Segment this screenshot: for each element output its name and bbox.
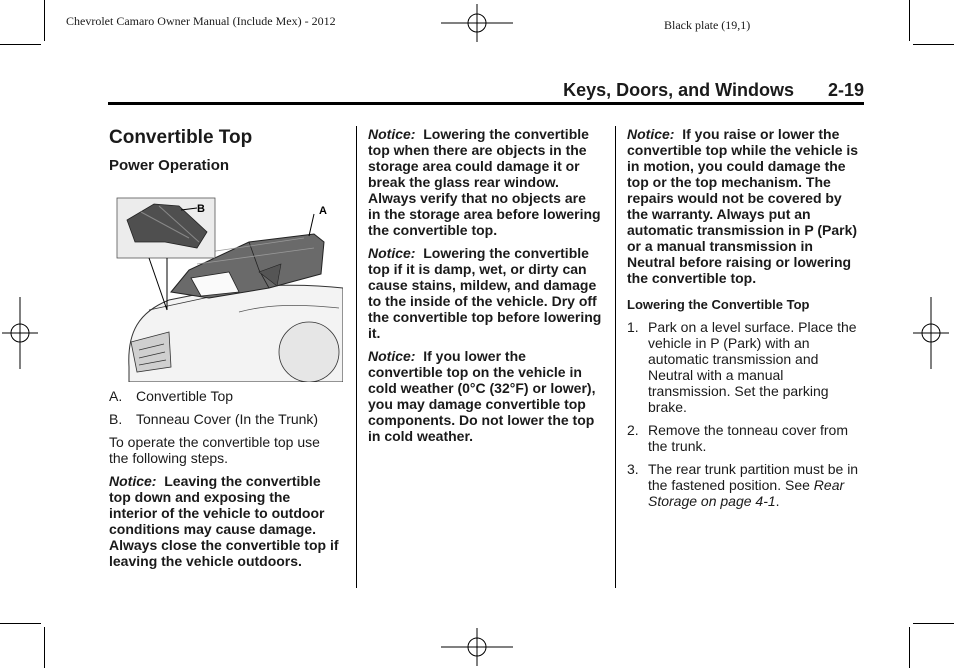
notice-label: Notice: [109,473,157,489]
notice-text: Lowering the convertible top when there are objects in the storage area could damage it or break the glass rear window. Always verify that no objects are in the storage area before lowering the convertible top. [368,126,601,238]
notice-text: Leaving the convertible top down and exposing the interior of the vehicle to outdoor conditions may cause damage. Always close the convertible top if leaving the vehicle outdoors. [109,473,339,569]
crop-mark [913,44,954,45]
crop-mark [44,627,45,668]
page-title: Convertible Top [109,127,253,148]
step-text [648,461,861,509]
page-header [108,78,864,105]
crop-mark [909,0,910,41]
step-text-part: . [775,493,780,509]
notice-text: If you raise or lower the convertible top while the vehicle is in motion, you could damage the top or the top mechanism. The repairs would not be covered by the warranty. Always put an automatic transmission in P (Park) or a manual transmission in Neutral before raising or lowering the convertible top. [627,126,859,286]
step-number: 2. [627,422,639,438]
caption-letter: A. [109,388,123,404]
cross-reference-link[interactable]: Rear Storage on page 4-1 [648,477,845,509]
step-item [627,461,861,509]
step-text-part: The rear trunk partition must be in the fastened position. See [648,461,859,493]
caption-letter: B. [109,411,123,427]
crop-mark [909,627,910,668]
step-item [627,319,861,415]
notice-paragraph [368,126,602,238]
caption-text: Convertible Top [136,388,234,404]
crop-mark [0,623,41,624]
notice-paragraph [109,473,341,569]
crop-mark [913,623,954,624]
section-title: Keys, Doors, and Windows [563,80,794,100]
crop-mark [0,44,41,45]
notice-paragraph [627,126,863,286]
column-divider [356,126,357,588]
step-text: Remove the tonneau cover from the trunk. [648,422,848,454]
registration-mark-bottom [441,628,513,666]
notice-label: Notice: [368,245,416,261]
intro-paragraph: To operate the convertible top use the following steps. [109,434,320,466]
column-divider [615,126,616,588]
caption-a [109,388,233,404]
figure-label-b: B [197,203,205,215]
notice-text: Lowering the convertible top if it is damp, wet, or dirty can cause stains, mildew, and damage to the inside of the vehicle. Dry off the convertible top before lowering it. [368,245,602,341]
caption-b [109,411,318,427]
convertible-top-illustration [109,192,343,382]
registration-mark-right [913,297,949,369]
notice-label: Notice: [368,126,416,142]
step-number: 3. [627,461,639,477]
figure-label-a: A [319,205,327,217]
subheading: Lowering the Convertible Top [627,297,810,312]
notice-paragraph [368,245,602,341]
registration-mark-left [2,297,38,369]
notice-paragraph [368,348,602,444]
caption-text: Tonneau Cover (In the Trunk) [136,411,319,427]
manual-title: Chevrolet Camaro Owner Manual (Include Mex) - 2012 [66,14,336,28]
notice-label: Notice: [368,348,416,364]
registration-mark-top [441,4,513,42]
crop-mark [44,0,45,41]
plate-label: Black plate (19,1) [664,18,751,32]
notice-text: If you lower the convertible top on the vehicle in cold weather (0°C (32°F) or lower), you may damage convertible top components. Do not lower the top in cold weather. [368,348,596,444]
step-item [627,422,861,454]
section-subtitle: Power Operation [109,157,230,174]
step-number: 1. [627,319,639,335]
step-text: Park on a level surface. Place the vehicle in P (Park) with an automatic transmission and Neutral with a manual transmission. Set the parking brake. [648,319,857,415]
notice-label: Notice: [627,126,675,142]
page-number: 2-19 [827,80,864,100]
